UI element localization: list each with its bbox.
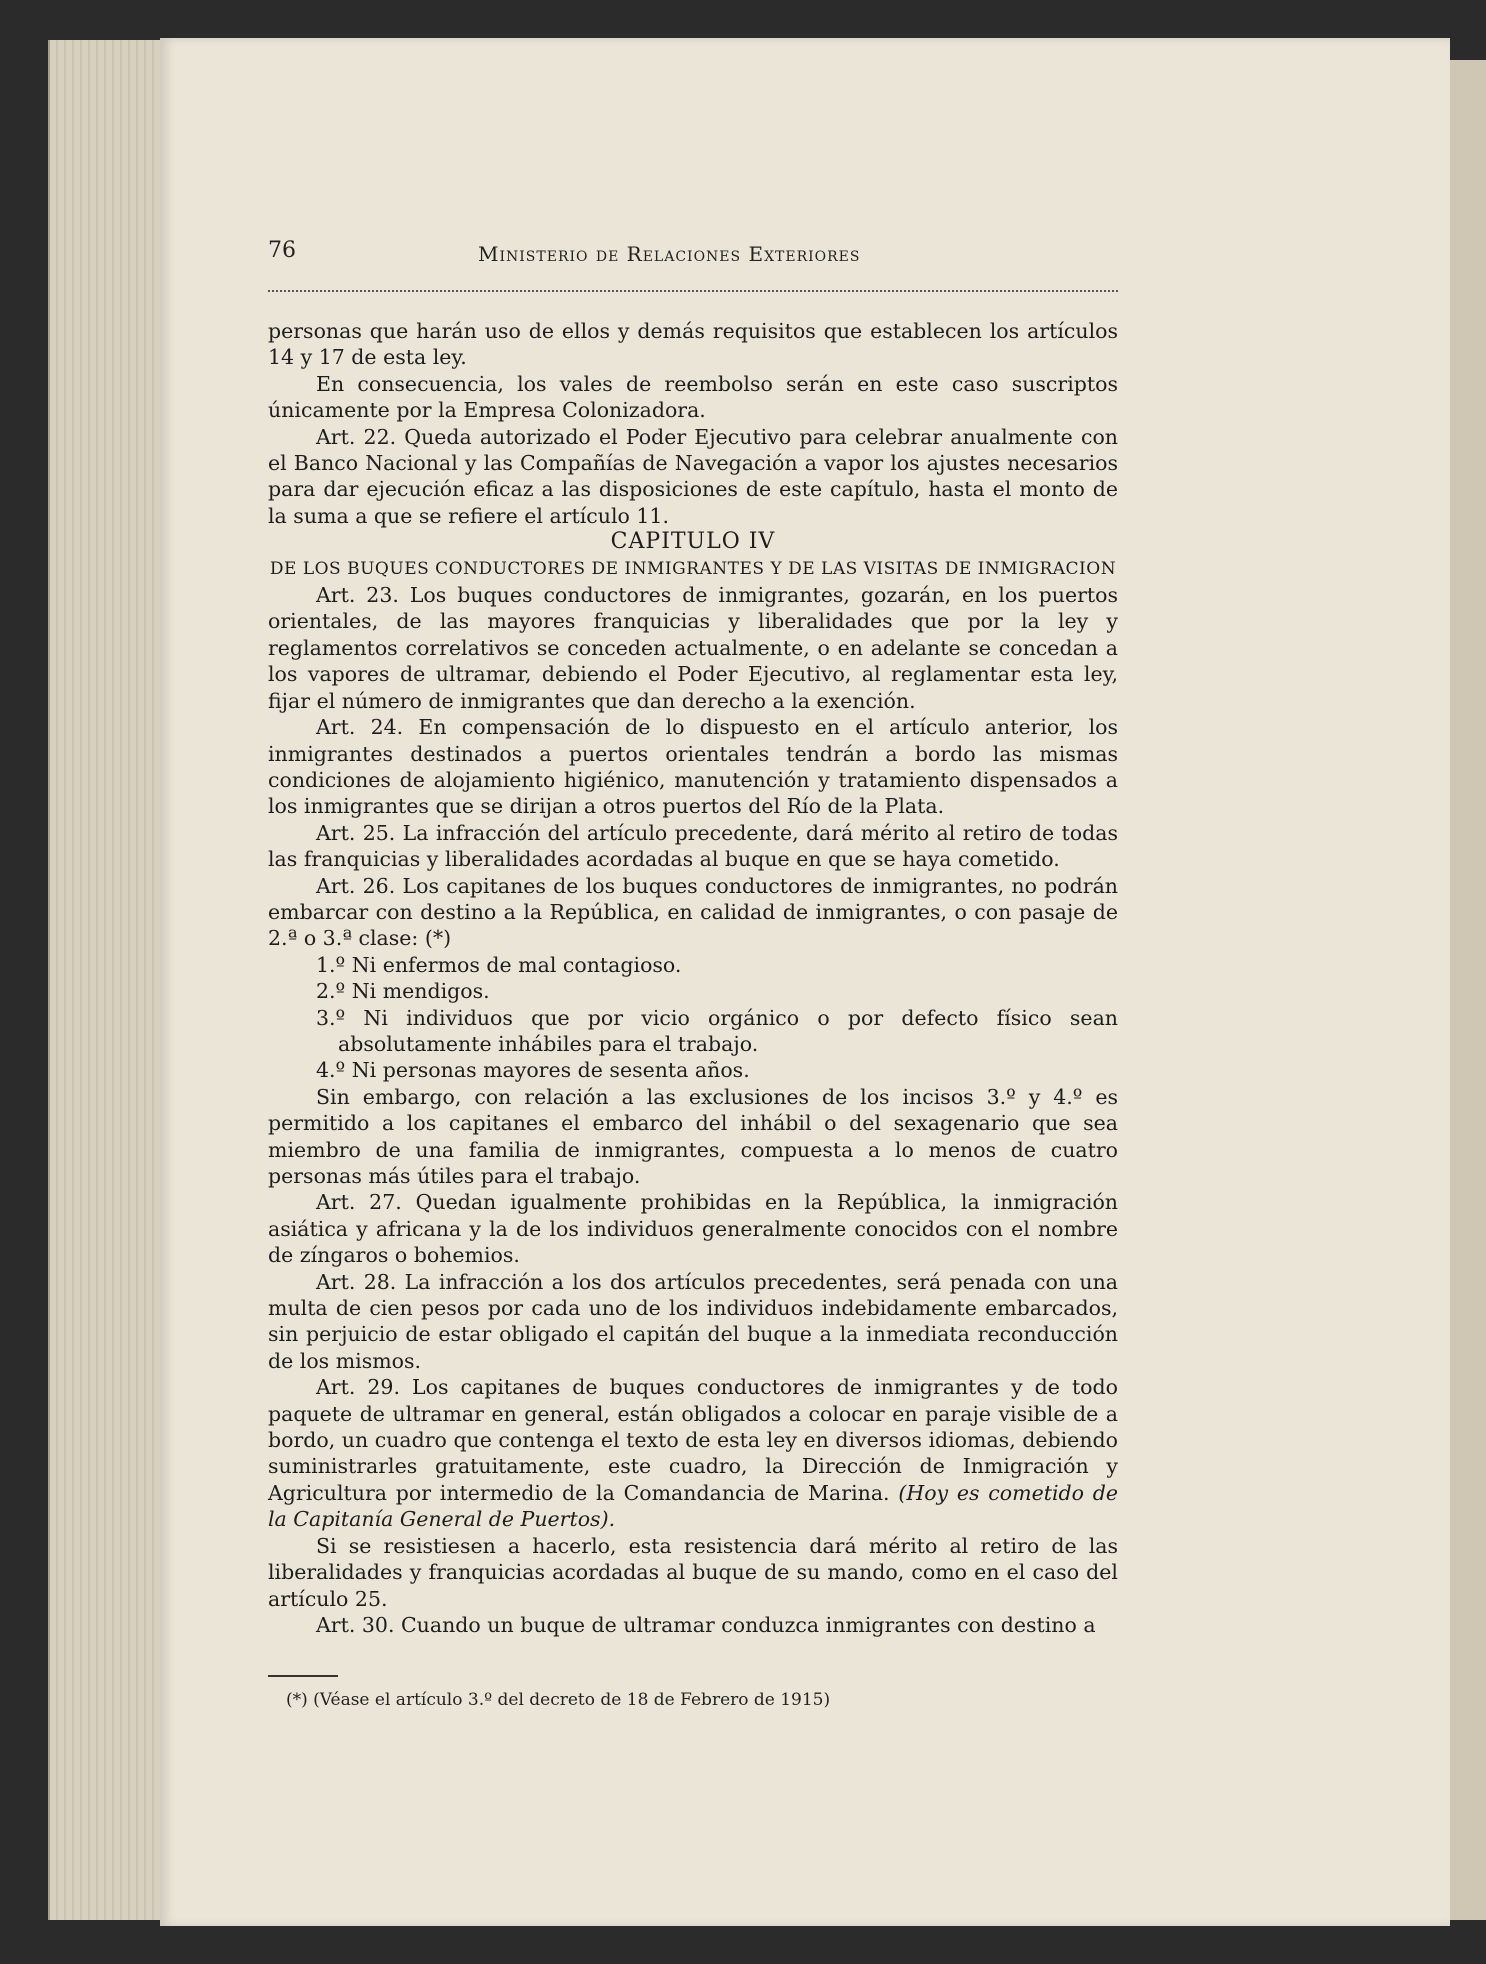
page-number: 76 — [268, 238, 296, 263]
list-item: 3.º Ni individuos que por vicio orgánico o por defecto físico sean absolutamente inhábiles para el trabajo. — [316, 1005, 1118, 1056]
article-26: Art. 26. Los capitanes de los buques conductores de inmigrantes, no podrán embarcar con destino a la República, en calidad de inmigrantes, o con pasaje de 2.ª o 3.ª clase: (*) — [268, 873, 1118, 951]
article-23: Art. 23. Los buques conductores de inmigrantes, gozarán, en los puertos orientales, de las mayores franquicias y liberalidades que por la ley y reglamentos correlativos se conceden actualmente, o en adelante se concedan a los vapores de ultramar, debiendo el Poder Ejecutivo, al reglamentar esta ley, fijar el número de inmigrantes que dan derecho a la exención. — [268, 583, 1118, 713]
footnote: (*) (Véase el artículo 3.º del decreto de 18 de Febrero de 1915) — [286, 1690, 831, 1710]
article-25: Art. 25. La infracción del artículo precedente, dará mérito al retiro de todas las franquicias y liberalidades acordadas al buque en que se haya cometido. — [268, 820, 1118, 872]
article-24: Art. 24. En compensación de lo dispuesto en el artículo anterior, los inmigrantes destinados a puertos orientales tendrán a bordo las mismas condiciones de alojamiento higiénico, manutención y tratamiento dispensados a los inmigrantes que se dirijan a otros puertos del Río de la Plata. — [268, 715, 1118, 819]
running-head: Ministerio de Relaciones Exteriores — [478, 242, 861, 266]
book-page-edges — [48, 40, 160, 1920]
list-item: 1.º Ni enfermos de mal contagioso. — [316, 952, 682, 977]
list-item: 4.º Ni personas mayores de sesenta años. — [316, 1058, 750, 1083]
article-29-note: (Hoy es cometido de la Capitanía General de Puertos). — [268, 1480, 1118, 1532]
chapter-subtitle: DE LOS BUQUES CONDUCTORES DE INMIGRANTES Y DE LAS VISITAS DE INMIGRACION — [269, 558, 1117, 579]
facing-page-edge — [1446, 60, 1486, 1920]
chapter-title: CAPITULO IV — [610, 529, 776, 555]
body-text — [268, 318, 1118, 1638]
paragraph: Si se resistiesen a hacerlo, esta resistencia dará mérito al retiro de las liberalidades y franquicias acordadas al buque de su mando, como en el caso del artículo 25. — [268, 1533, 1118, 1611]
page-header — [268, 238, 1118, 278]
article-28: Art. 28. La infracción a los dos artículos precedentes, será penada con una multa de cien pesos por cada uno de los individuos indebidamente embarcados, sin perjuicio de estar obligado el capitán del buque a la inmediata reconducción de los mismos. — [268, 1269, 1118, 1373]
paragraph: personas que harán uso de ellos y demás requisitos que establecen los artículos 14 y 17 de esta ley. — [268, 319, 1118, 370]
article-30: Art. 30. Cuando un buque de ultramar conduzca inmigrantes con destino a — [316, 1612, 1096, 1637]
article-29-text: Art. 29. Los capitanes de buques conductores de inmigrantes y de todo paquete de ultramar en general, están obligados a colocar en paraje visible de a bordo, un cuadro que contenga el texto de esta ley en diversos idiomas, debiendo suministrarles gratuitamente, este cuadro, la Dirección de Inmigración y Agricultura por intermedio de la Comandancia de Marina. — [268, 1375, 1118, 1505]
paragraph: En consecuencia, los vales de reembolso serán en este caso suscriptos únicamente por la Empresa Colonizadora. — [268, 371, 1118, 423]
header-divider — [268, 290, 1118, 292]
list-item: 2.º Ni mendigos. — [316, 979, 490, 1004]
article-29 — [268, 1374, 1118, 1532]
footnote-divider — [268, 1675, 338, 1677]
article-27: Art. 27. Quedan igualmente prohibidas en la República, la inmigración asiática y africana y la de los individuos generalmente conocidos con el nombre de zíngaros o bohemios. — [268, 1190, 1118, 1268]
paragraph: Sin embargo, con relación a las exclusiones de los incisos 3.º y 4.º es permitido a los capitanes el embarco del inhábil o del sexagenario que sea miembro de una familia de inmigrantes, compuesta a lo menos de cuatro personas más útiles para el trabajo. — [268, 1084, 1118, 1188]
article-22: Art. 22. Queda autorizado el Poder Ejecutivo para celebrar anualmente con el Banco Nacional y las Compañías de Navegación a vapor los ajustes necesarios para dar ejecución eficaz a las disposiciones de este capítulo, hasta el monto de la suma a que se refiere el artículo 11. — [268, 424, 1118, 528]
